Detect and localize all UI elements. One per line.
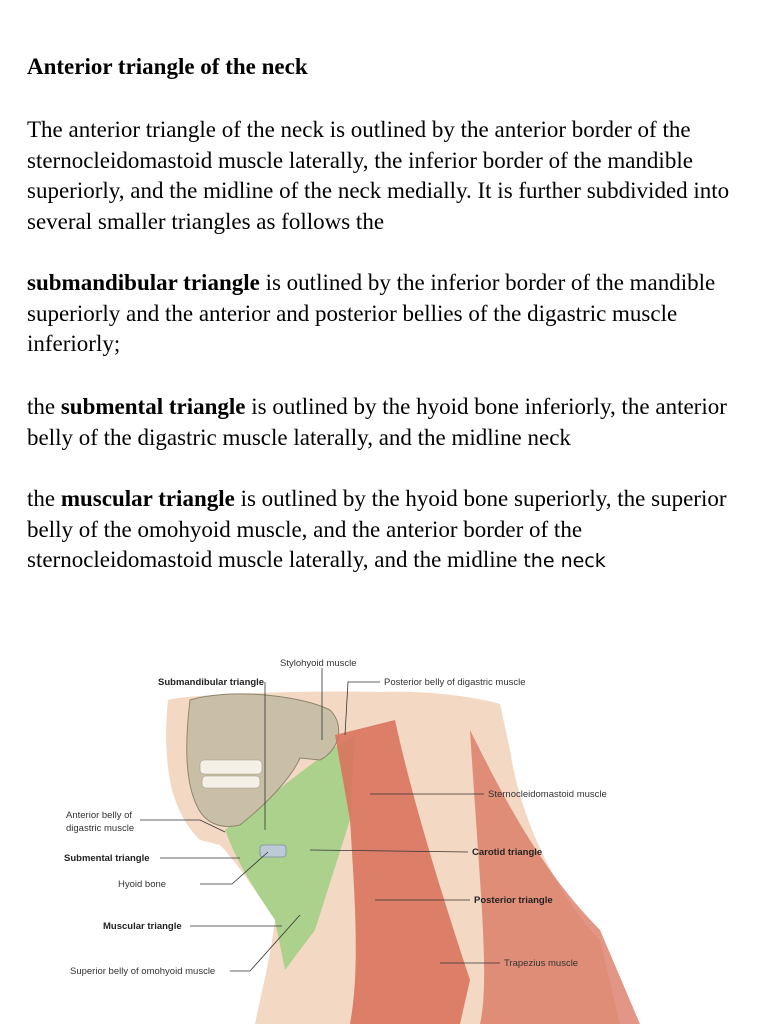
submandibular-term: submandibular triangle — [27, 270, 260, 295]
upper-teeth — [200, 760, 262, 774]
submental-term: submental triangle — [60, 394, 246, 419]
label-sternocleidomastoid: Sternocleidomastoid muscle — [488, 789, 607, 800]
label-submandibular: Submandibular triangle — [158, 677, 265, 688]
label-hyoid: Hyoid bone — [118, 879, 167, 890]
neck-anatomy-figure — [0, 640, 768, 1024]
submandibular-paragraph — [27, 268, 747, 360]
lower-teeth — [202, 776, 260, 788]
label-stylohyoid: Stylohyoid muscle — [280, 658, 357, 669]
submandibular-text: is outlined by the inferior border of the mandible superiorly and the anterior and posterior bellies of the digastric muscle inferiorly; — [27, 270, 716, 357]
label-posterior-triangle: Posterior triangle — [474, 895, 553, 906]
label-carotid: Carotid triangle — [472, 847, 543, 858]
label-omohyoid: Superior belly of omohyoid muscle — [70, 966, 216, 977]
label-anterior-digastric-1: Anterior belly of — [66, 810, 133, 821]
submental-prefix: the — [27, 394, 61, 419]
label-anterior-digastric-2: digastric muscle — [66, 823, 135, 834]
page-heading: Anterior triangle of the neck — [27, 54, 308, 79]
label-muscular: Muscular triangle — [103, 921, 182, 932]
muscular-prefix: the — [27, 486, 61, 511]
muscular-term: muscular triangle — [60, 486, 235, 511]
submental-text: is outlined by the hyoid bone inferiorly, the anterior belly of the digastric muscle laterally, and the midline neck — [27, 394, 727, 450]
muscular-tail: the neck — [517, 550, 606, 573]
label-submental: Submental triangle — [64, 853, 150, 864]
label-posterior-digastric: Posterior belly of digastric muscle — [384, 677, 526, 688]
submental-paragraph — [27, 392, 747, 453]
muscular-paragraph — [27, 484, 747, 577]
label-trapezius: Trapezius muscle — [504, 958, 579, 969]
intro-paragraph: The anterior triangle of the neck is outlined by the anterior border of the sternocleidomastoid muscle laterally, the inferior border of the mandible superiorly, and the midline of the neck medially. It is further subdivided into several smaller triangles as follows the — [27, 117, 730, 235]
muscular-text: is outlined by the hyoid bone superiorly, the superior belly of the omohyoid muscle, and the anterior border of the sternocleidomastoid muscle laterally, and the midline — [27, 486, 727, 573]
